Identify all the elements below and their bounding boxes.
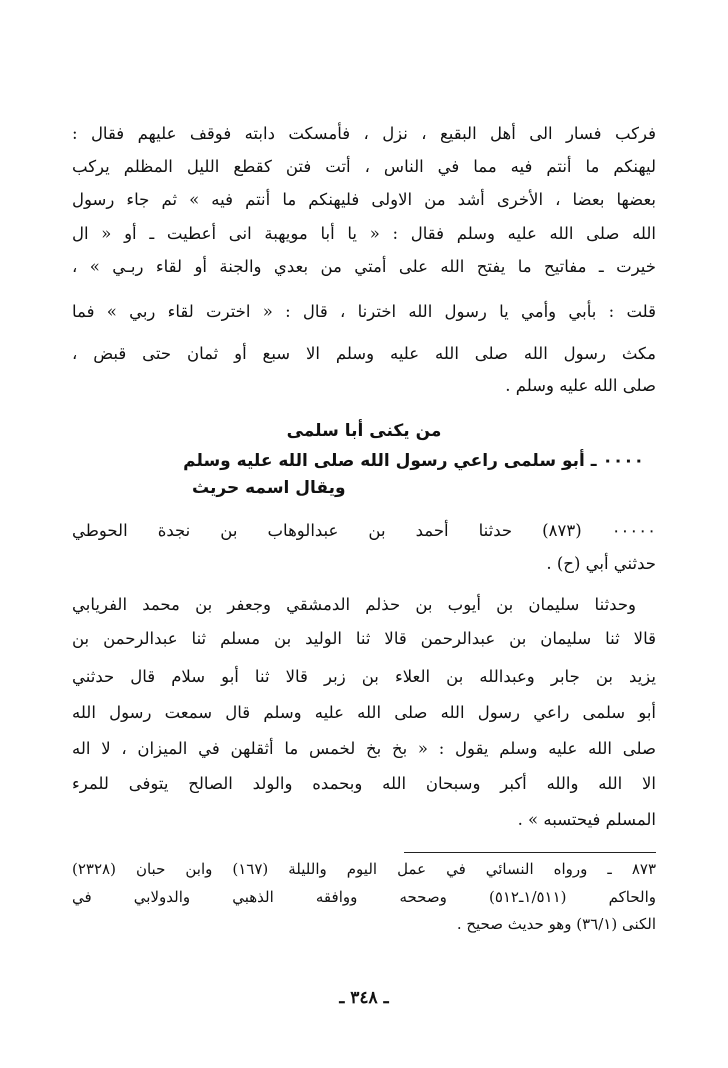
chain-line-2: قالا ثنا سليمان بن عبدالرحمن قالا ثنا الوليد بن مسلم ثنا عبدالرحمن بن [72, 629, 656, 648]
body-line-6: قلت : بأبي وأمي يا رسول الله اخترنا ، قال : « اخترت لقاء ربي » فما [72, 302, 656, 321]
footnote-separator [404, 852, 656, 853]
chain-line-4: أبو سلمى راعي رسول الله صلى الله عليه وسلم قال سمعت رسول الله [72, 703, 656, 722]
body-line-2: ليهنكم ما أنتم فيه مما في الناس ، أتت فتن كقطع الليل المظلم يركب [72, 157, 656, 176]
body-line-7: مكث رسول الله صلى الله عليه وسلم الا سبع أو ثمان حتى قبض ، [72, 344, 656, 363]
footnote-line-3: الكنى (٣٦/١) وهو حديث صحيح . [456, 915, 656, 933]
hadith-line-2: حدثني أبي (ح) . [546, 554, 656, 573]
chain-line-3: يزيد بن جابر وعبدالله بن العلاء بن زبر قالا ثنا أبو سلام قال حدثني [72, 667, 656, 686]
body-line-1: فركب فسار الى أهل البقيع ، نزل ، فأمسكت دابته فوقف عليهم فقال : [72, 124, 656, 143]
body-line-3: بعضها بعضا ، الأخرى أشد من الاولى فليهنكم ما أنتم فيه » ثم جاء رسول [72, 190, 656, 209]
footnote-line-2: والحاكم (١/٥١١ـ٥١٢) وصححه ووافقه الذهبي والدولابي في [72, 888, 656, 906]
chain-line-5: صلى الله عليه وسلم يقول : « بخ بخ لخمس ما أثقلهن في الميزان ، لا اله [72, 739, 656, 758]
body-line-4: الله صلى الله عليه وسلم فقال : « يا أبا مويهبة انى أعطيت ـ أو « ال [72, 224, 656, 243]
section-heading: من يكنى أبا سلمى [286, 421, 442, 441]
entry-subheading: ويقال اسمه حريث [192, 478, 346, 498]
body-line-5: خيرت ـ مفاتيح ما يفتح الله على أمتي من بعدي والجنة أو لقاء ربـي » ، [72, 257, 656, 276]
hadith-line-1: ٠٠٠٠٠ (٨٧٣) حدثنا أحمد بن عبدالوهاب بن نجدة الحوطي [72, 521, 656, 540]
page-number: ـ ٣٤٨ ـ [339, 988, 389, 1008]
body-line-8: صلى الله عليه وسلم . [505, 376, 656, 395]
chain-line-6: الا الله والله أكبر وسبحان الله وبحمده والولد الصالح يتوفى للمرء [72, 774, 656, 793]
footnote-line-1: ٨٧٣ ـ ورواه النسائي في عمل اليوم والليلة (١٦٧) وابن حبان (٢٣٢٨) [72, 860, 656, 878]
chain-line-7: المسلم فيحتسبه » . [517, 810, 656, 829]
chain-line-1: وحدثنا سليمان بن أيوب بن حذلم الدمشقي وجعفر بن محمد الفريابي [72, 595, 636, 614]
entry-heading: ٠٠٠٠ ـ أبو سلمى راعي رسول الله صلى الله عليه وسلم [183, 451, 644, 471]
